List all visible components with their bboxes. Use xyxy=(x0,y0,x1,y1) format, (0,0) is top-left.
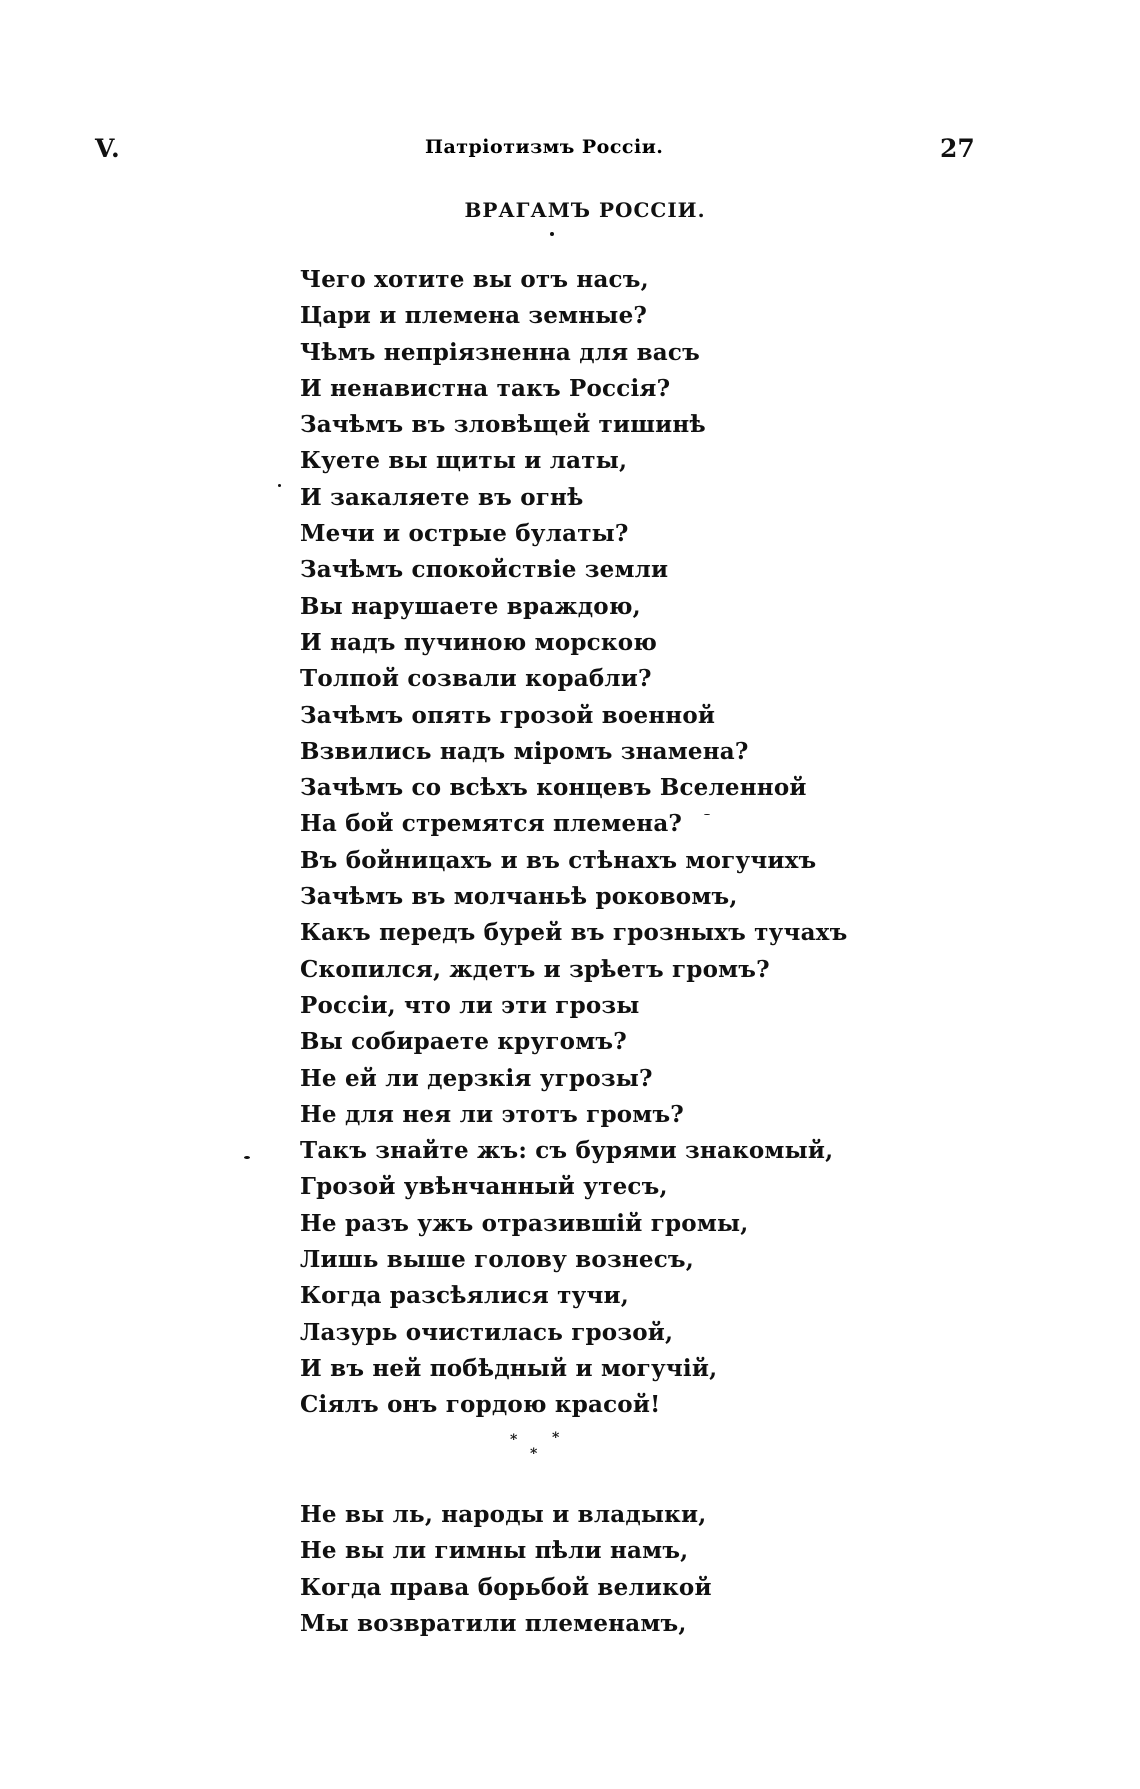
verse-line: Зачѣмъ въ молчаньѣ роковомъ, xyxy=(300,883,738,911)
asterisk-icon: * xyxy=(530,1446,538,1462)
verse-line: Не для нея ли этотъ громъ? xyxy=(300,1100,684,1128)
verse-line: Лишь выше голову вознесъ, xyxy=(300,1246,694,1274)
running-head xyxy=(0,134,1140,174)
verse-line: Взвились надъ міромъ знамена? xyxy=(300,737,749,765)
ink-speck xyxy=(244,1156,250,1159)
verse-line: Лазурь очистилась грозой, xyxy=(300,1318,674,1346)
verse-line: Сіялъ онъ гордою красой! xyxy=(300,1391,661,1419)
section-mark: V. xyxy=(95,134,121,163)
verse-line: Вы собираете кругомъ? xyxy=(300,1028,627,1056)
verse-line: Куете вы щиты и латы, xyxy=(300,447,628,475)
verse-line: Не вы ль, народы и владыки, xyxy=(300,1501,707,1528)
verse-line: Чего хотите вы отъ насъ, xyxy=(300,266,649,293)
verse-line: Когда разсѣялися тучи, xyxy=(300,1282,629,1310)
verse-line: Мечи и острые булаты? xyxy=(300,520,629,548)
verse-line: Цари и племена земные? xyxy=(300,302,648,330)
verse-line: Въ бойницахъ и въ стѣнахъ могучихъ xyxy=(300,846,817,874)
asterisk-icon: * xyxy=(552,1430,560,1446)
ink-speck xyxy=(704,814,710,815)
verse-line: Когда права борьбой великой xyxy=(300,1573,712,1601)
verse-line: Зачѣмъ спокойствіе земли xyxy=(300,556,669,584)
stanza-1 xyxy=(300,262,860,1424)
stanza-separator xyxy=(500,1432,580,1472)
verse-line: Грозой увѣнчанный утесъ, xyxy=(300,1173,668,1201)
verse-line: Вы нарушаете враждою, xyxy=(300,592,641,620)
asterisk-icon: * xyxy=(510,1432,518,1448)
verse-line: Скопился, ждетъ и зрѣетъ громъ? xyxy=(300,955,770,983)
verse-line: Не вы ли гимны пѣли намъ, xyxy=(300,1537,689,1565)
verse-line: Зачѣмъ опять грозой военной xyxy=(300,701,716,729)
poem-title: ВРАГАМЪ РОССІИ. xyxy=(464,198,706,222)
verse-line: Мы возвратили племенамъ, xyxy=(300,1609,687,1637)
verse-line: И закаляете въ огнѣ xyxy=(300,483,584,511)
verse-line: Не ей ли дерзкія угрозы? xyxy=(300,1064,653,1092)
verse-line: Такъ знайте жъ: съ бурями знакомый, xyxy=(300,1137,834,1165)
page-number: 27 xyxy=(940,134,975,163)
verse-line: И надъ пучиною морскою xyxy=(300,628,658,656)
verse-line: Не разъ ужъ отразившій громы, xyxy=(300,1209,749,1237)
ink-speck xyxy=(278,484,281,487)
verse-line: На бой стремятся племена? xyxy=(300,810,683,838)
verse-line: Толпой созвали корабли? xyxy=(300,665,652,693)
verse-line: Зачѣмъ въ зловѣщей тишинѣ xyxy=(300,411,706,439)
verse-line: И ненавистна такъ Россія? xyxy=(300,374,671,402)
verse-line: Какъ передъ бурей въ грозныхъ тучахъ xyxy=(300,919,848,947)
verse-line: Зачѣмъ со всѣхъ концевъ Вселенной xyxy=(300,774,807,802)
running-title: Патріотизмъ Россіи. xyxy=(425,136,664,158)
verse-line: И въ ней побѣдный и могучій, xyxy=(300,1354,718,1382)
verse-line: Россіи, что ли эти грозы xyxy=(300,991,640,1019)
ink-speck xyxy=(550,232,554,236)
stanza-2 xyxy=(300,1497,860,1642)
verse-line: Чѣмъ непріязненна для васъ xyxy=(300,338,700,366)
